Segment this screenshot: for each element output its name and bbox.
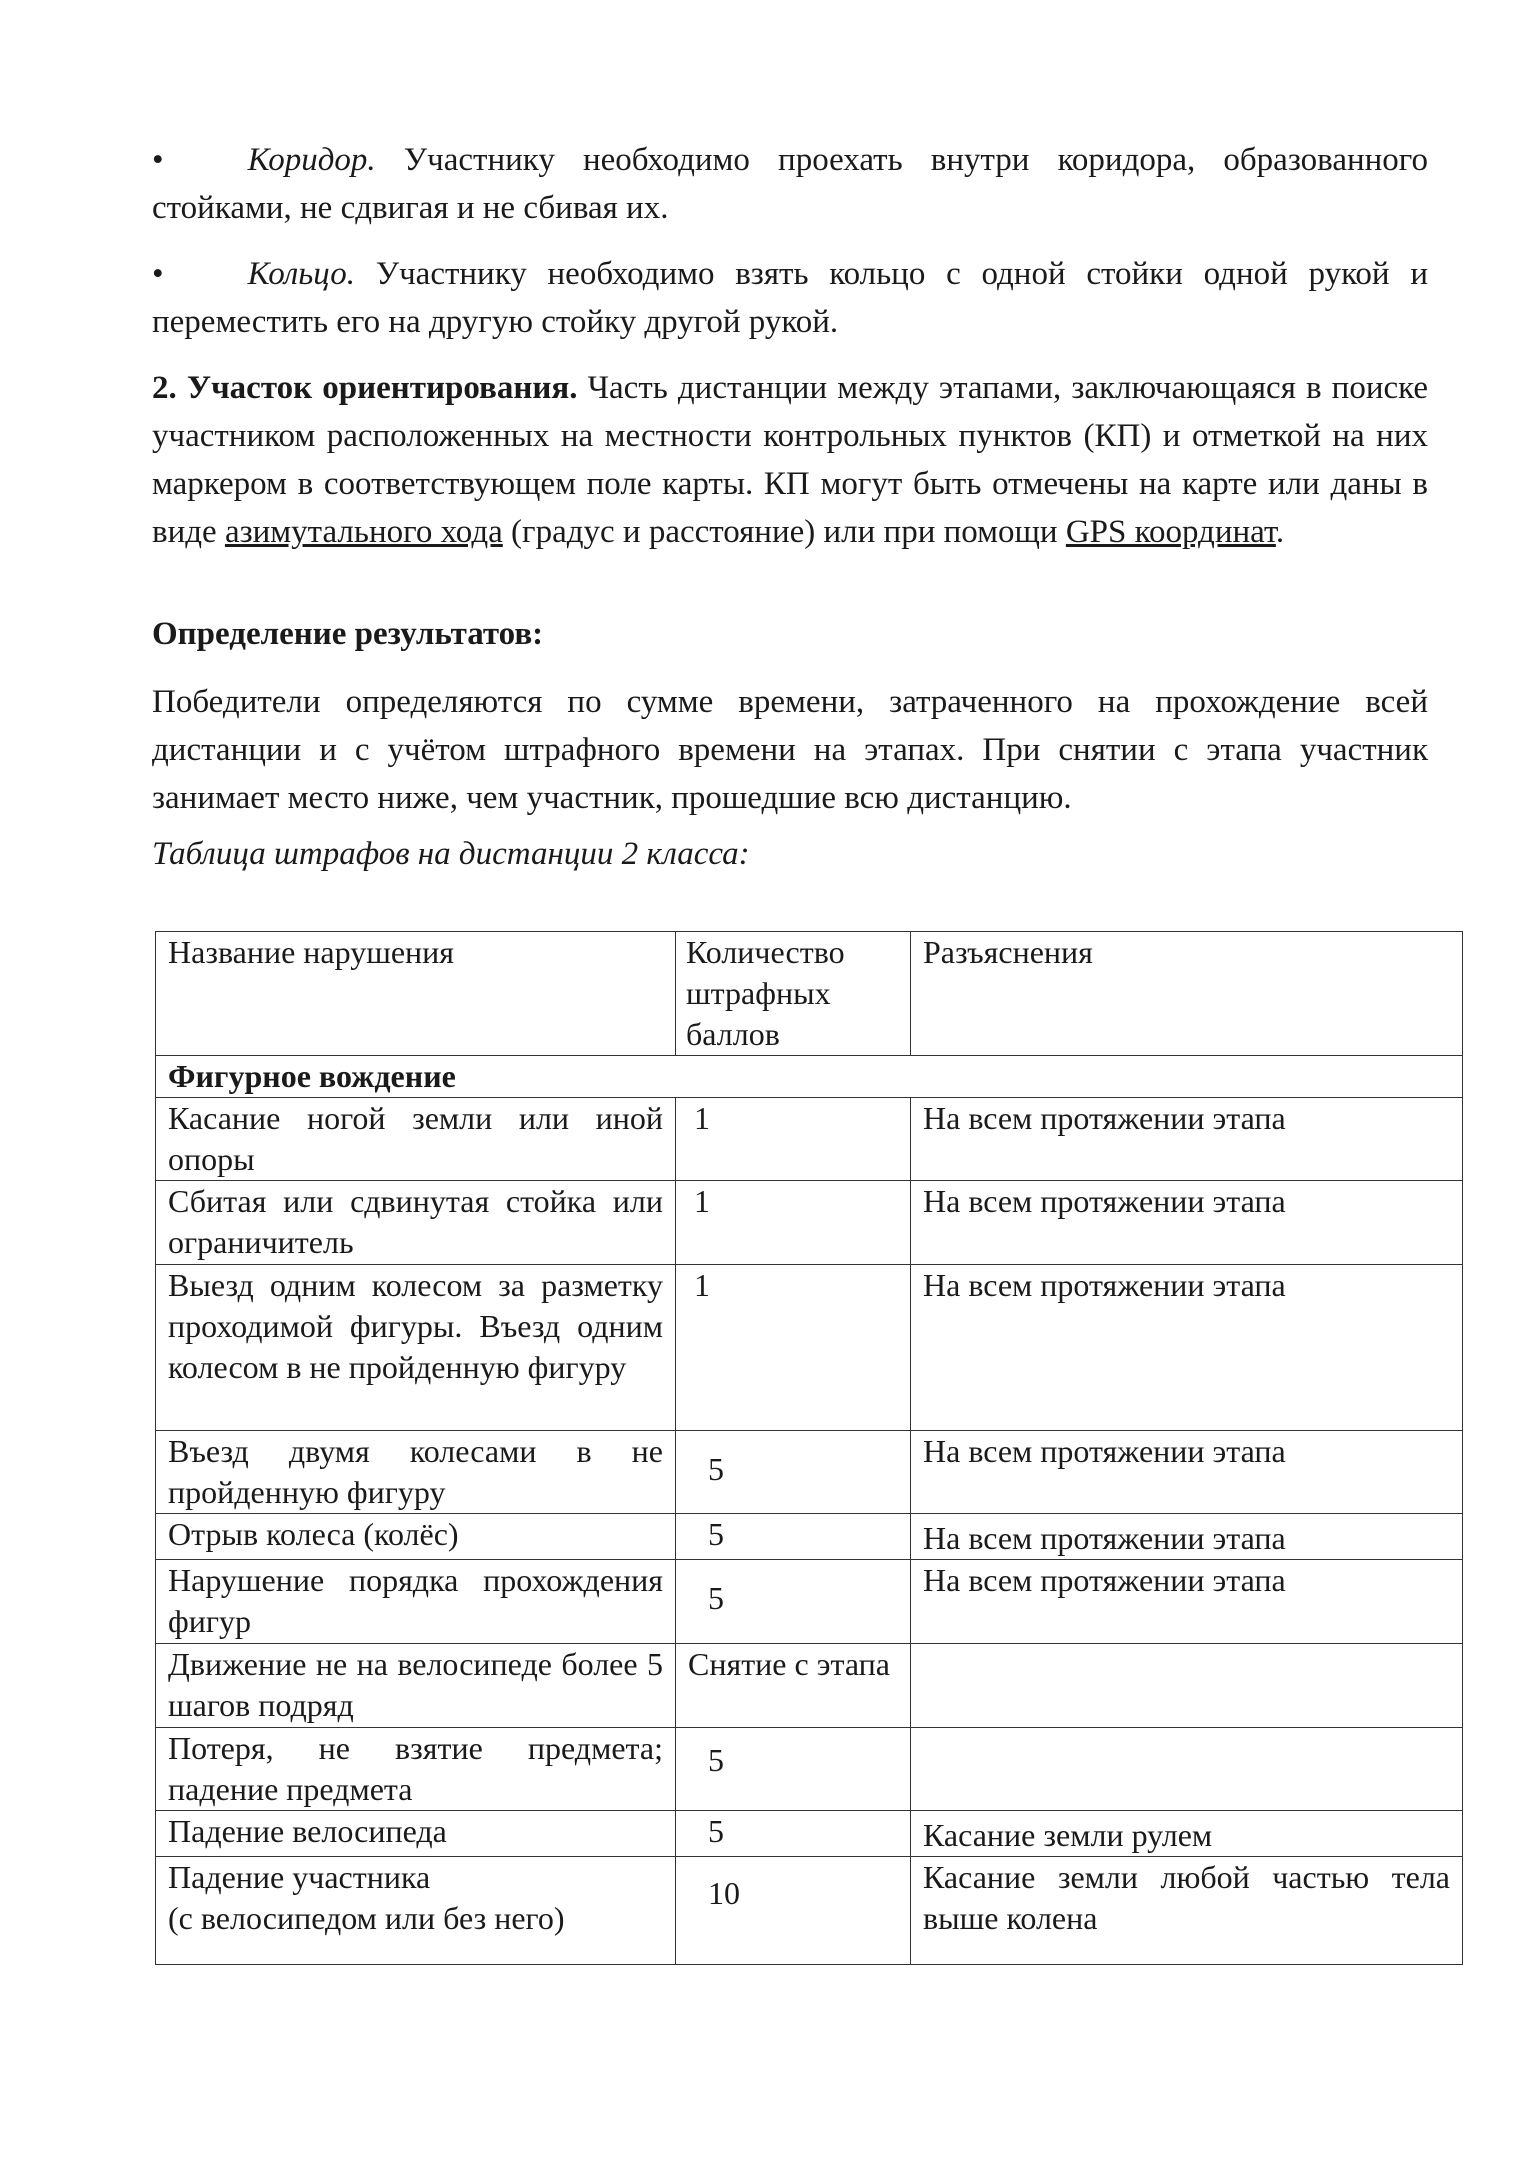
- table-header-row: [156, 932, 1463, 1056]
- results-heading: Определение результатов:: [152, 616, 544, 652]
- points-cell: 1: [676, 1181, 911, 1265]
- header-notes: Разъяснения: [911, 932, 1463, 1056]
- section-figure-driving: Фигурное вождение: [156, 1056, 1463, 1098]
- penalty-table: [155, 931, 1463, 1965]
- table-row: [156, 1181, 1463, 1265]
- table-row: [156, 1857, 1463, 1965]
- section-heading: 2. Участок ориентирования.: [152, 370, 578, 406]
- points-cell: 5: [676, 1728, 911, 1811]
- points-cell: 5: [676, 1560, 911, 1644]
- violation-cell: Въезд двумя колесами в не пройденную фигуру: [156, 1431, 676, 1514]
- note-cell: На всем протяжении этапа: [911, 1514, 1463, 1560]
- bullet-term: Коридор.: [247, 142, 376, 178]
- note-cell: [911, 1644, 1463, 1728]
- azimuth-link[interactable]: азимутального хода: [224, 514, 503, 550]
- bullet-corridor: [152, 136, 1428, 232]
- header-violation: Название нарушения: [156, 932, 676, 1056]
- bullet-text: Участнику необходимо взять кольцо с одной стойки одной рукой и переместить его на другую стойку другой рукой.: [152, 256, 1428, 340]
- note-cell: На всем протяжении этапа: [911, 1560, 1463, 1644]
- bullet-text: Участнику необходимо проехать внутри коридора, образованного стойками, не сдвигая и не сбивая их.: [152, 142, 1428, 226]
- points-cell: 5: [676, 1431, 911, 1514]
- points-cell: 1: [676, 1265, 911, 1431]
- note-cell: На всем протяжении этапа: [911, 1098, 1463, 1181]
- violation-cell: Выезд одним колесом за разметку проходимой фигуры. Въезд одним колесом в не пройденную фигуру: [156, 1265, 676, 1431]
- points-cell: 10: [676, 1857, 911, 1965]
- table-section-row: [156, 1056, 1463, 1098]
- table-row: [156, 1265, 1463, 1431]
- section-orienteering: 2. Участок ориентирования. Часть дистанции между этапами, заключающаяся в поиске участником расположенных на местности контрольных пунктов (КП) и отметкой на них маркером в соответствующем поле карты. КП могут быть отмечены на карте или даны в виде азимутального хода (градус и расстояние) или при помощи GPS координат.: [152, 370, 1428, 550]
- bullet-symbol: •: [152, 256, 164, 292]
- table-row: [156, 1811, 1463, 1857]
- points-cell: 5: [676, 1514, 911, 1560]
- note-cell: Касание земли любой частью тела выше колена: [911, 1857, 1463, 1965]
- results-text: Победители определяются по сумме времени, затраченного на прохождение всей дистанции и с учётом штрафного времени на этапах. При снятии с этапа участник занимает место ниже, чем участник, прошедшие всю дистанцию.: [152, 684, 1428, 816]
- violation-cell: Сбитая или сдвинутая стойка или ограничитель: [156, 1181, 676, 1265]
- table-caption: Таблица штрафов на дистанции 2 класса:: [152, 836, 750, 872]
- document-body: [152, 136, 1428, 886]
- table-row: [156, 1728, 1463, 1811]
- points-cell: 5: [676, 1811, 911, 1857]
- violation-cell: Касание ногой земли или иной опоры: [156, 1098, 676, 1181]
- violation-line-1: Падение участника: [168, 1859, 431, 1895]
- note-cell: На всем протяжении этапа: [911, 1431, 1463, 1514]
- violation-cell: Падение велосипеда: [156, 1811, 676, 1857]
- violation-line-2: (с велосипедом или без него): [168, 1900, 565, 1936]
- note-cell: На всем протяжении этапа: [911, 1265, 1463, 1431]
- points-cell: 1: [676, 1098, 911, 1181]
- note-cell: Касание земли рулем: [911, 1811, 1463, 1857]
- table-row: [156, 1098, 1463, 1181]
- violation-cell: [156, 1857, 676, 1965]
- header-points: Количество штрафных баллов: [676, 932, 911, 1056]
- bullet-term: Кольцо.: [247, 256, 355, 292]
- violation-cell: Потеря, не взятие предмета; падение предмета: [156, 1728, 676, 1811]
- bullet-ring: [152, 250, 1428, 346]
- table-row: [156, 1644, 1463, 1728]
- table-row: [156, 1514, 1463, 1560]
- violation-cell: Нарушение порядка прохождения фигур: [156, 1560, 676, 1644]
- gps-link[interactable]: GPS координат: [1065, 514, 1276, 550]
- violation-cell: Отрыв колеса (колёс): [156, 1514, 676, 1560]
- note-cell: [911, 1728, 1463, 1811]
- violation-cell: Движение не на велосипеде более 5 шагов подряд: [156, 1644, 676, 1728]
- points-cell: Снятие с этапа: [676, 1644, 911, 1728]
- table-row: [156, 1560, 1463, 1644]
- table-row: [156, 1431, 1463, 1514]
- note-cell: На всем протяжении этапа: [911, 1181, 1463, 1265]
- bullet-symbol: •: [152, 142, 164, 178]
